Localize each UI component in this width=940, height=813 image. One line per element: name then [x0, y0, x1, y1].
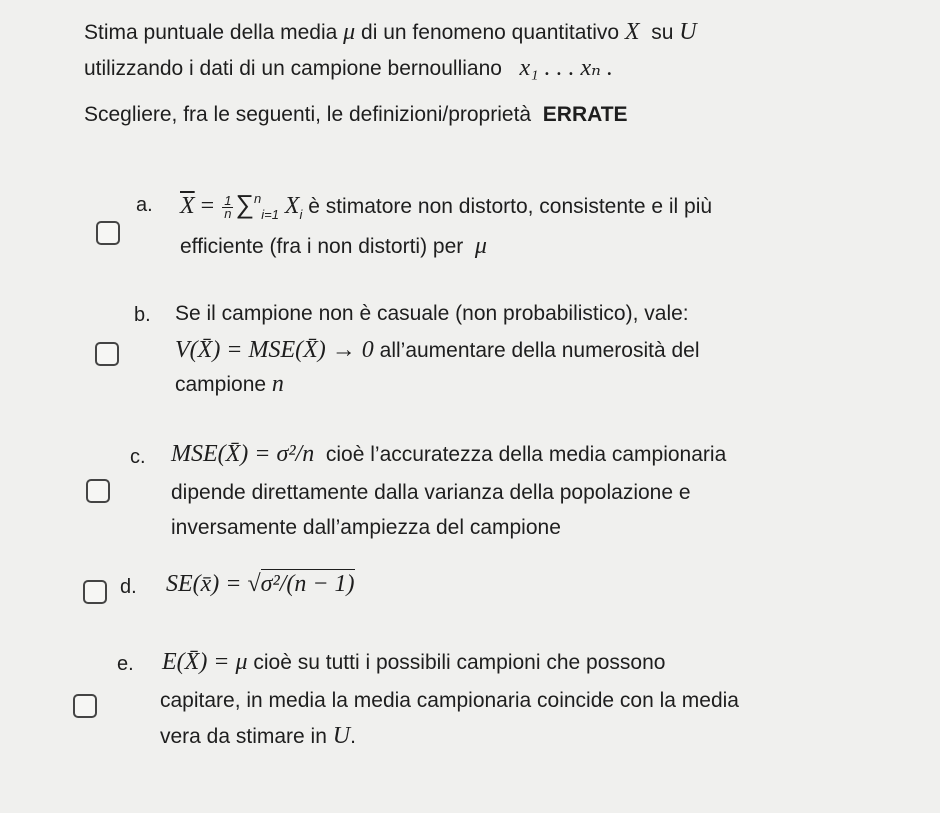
option-b-letter: b.	[134, 304, 151, 326]
question-text: Stima puntuale della media	[84, 21, 344, 44]
option-b-text-3: campione	[175, 373, 267, 396]
u-symbol: U	[332, 723, 351, 749]
option-c-checkbox[interactable]	[86, 479, 110, 503]
option-a-checkbox[interactable]	[96, 221, 120, 245]
option-b-text-1: Se il campione non è casuale (non probabilistico), vale:	[175, 302, 689, 325]
option-b-formula: V(X̄) = MSE(X̄) → 0	[175, 337, 374, 363]
option-b-line-2	[175, 336, 700, 365]
instruction	[84, 101, 628, 129]
u-symbol: U	[679, 19, 697, 45]
option-d-formula-lhs: SE(x̄) =	[166, 571, 248, 597]
option-d-checkbox[interactable]	[83, 580, 107, 604]
period: .	[350, 725, 356, 748]
option-d-line-1	[166, 570, 355, 599]
x-symbol: X	[624, 19, 640, 45]
option-a-line-1	[180, 190, 712, 223]
option-b-line-1	[175, 300, 689, 328]
option-c-text-1: cioè l’accuratezza della media campionaria	[325, 443, 727, 466]
question-line-1	[84, 18, 697, 47]
option-d-letter: d.	[120, 576, 137, 598]
option-c-line-1	[171, 440, 726, 469]
question-line-2	[84, 54, 613, 83]
question-text-2: utilizzando i dati di un campione bernoulliano	[84, 57, 502, 80]
option-c-line-2	[171, 479, 691, 507]
sum-symbol: ∑	[235, 189, 254, 219]
option-a-letter: a.	[136, 194, 153, 216]
fraction-1-over-n	[222, 192, 233, 221]
option-e-line-3	[160, 722, 356, 751]
option-e-text-2: capitare, in media la media campionaria coincide con la media	[160, 689, 739, 712]
sum-lower-limit: i=1	[261, 207, 279, 222]
sum-term: X	[284, 193, 300, 219]
fraction-numerator: 1	[224, 192, 232, 208]
option-c-line-3	[171, 514, 561, 542]
sum-upper-limit: n	[254, 191, 262, 206]
sqrt-symbol: √	[247, 571, 261, 597]
option-c-text-3: inversamente dall’ampiezza del campione	[171, 516, 561, 539]
option-a-text-1: è stimatore non distorto, consistente e il più	[302, 195, 713, 218]
option-e-line-2	[160, 687, 739, 715]
option-a-line-2	[180, 232, 487, 261]
option-c-text-2: dipende direttamente dalla varianza della popolazione e	[171, 481, 691, 504]
question-text-mid: di un fenomeno quantitativo	[355, 21, 625, 44]
option-e-formula: E(X̄) = μ	[162, 649, 248, 675]
option-c-formula: MSE(X̄) = σ²/n	[171, 441, 315, 467]
option-a-text-2: efficiente (fra i non distorti) per	[180, 235, 464, 258]
option-e-letter: e.	[117, 653, 134, 675]
option-b-line-3	[175, 370, 284, 399]
sample-notation: x₁ . . . xₙ .	[519, 55, 613, 81]
equals-sign: =	[194, 193, 221, 219]
n-symbol: n	[271, 371, 284, 397]
option-e-checkbox[interactable]	[73, 694, 97, 718]
mu-symbol: μ	[474, 233, 487, 259]
option-b-text-2: all’aumentare della numerosità del	[379, 339, 700, 362]
mu-symbol: μ	[343, 19, 356, 45]
option-e-line-1	[162, 648, 665, 677]
option-c-letter: c.	[130, 446, 146, 468]
fraction-denominator: n	[224, 205, 232, 221]
instruction-text: Scegliere, fra le seguenti, le definizioni/proprietà	[84, 103, 532, 126]
sum-term-subscript: i	[299, 207, 303, 222]
xbar-symbol: $\overline{X}$	[180, 193, 195, 219]
sqrt-content: σ²/(n − 1)	[260, 571, 355, 597]
instruction-emphasis: ERRATE	[542, 103, 628, 126]
option-e-text-3: vera da stimare in	[160, 725, 327, 748]
question-text-su: su	[651, 21, 680, 44]
option-b-checkbox[interactable]	[95, 342, 119, 366]
option-e-text-1: cioè su tutti i possibili campioni che possono	[253, 651, 666, 674]
